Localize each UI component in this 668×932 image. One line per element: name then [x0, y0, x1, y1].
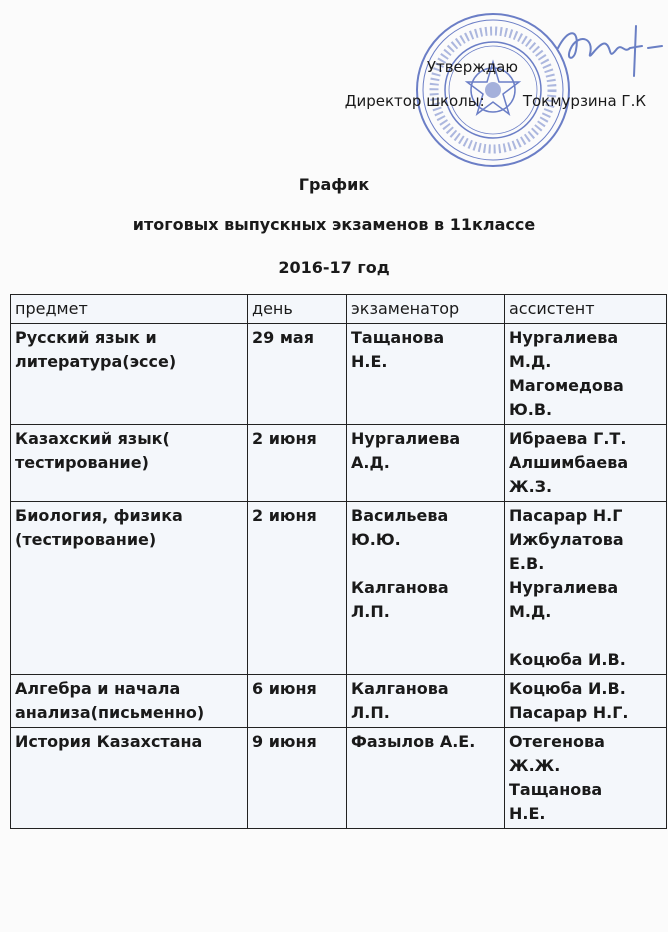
cell-text: Л.П. [351, 602, 390, 621]
cell-text: (тестирование) [15, 530, 157, 549]
cell-text: Ю.Ю. [351, 530, 401, 549]
cell-text: 9 июня [252, 732, 317, 751]
table-row [11, 728, 667, 829]
examiner-cell [347, 675, 505, 728]
cell-text: Пасарар Н.Г [509, 506, 623, 525]
cell-text: Алгебра и начала [15, 679, 181, 698]
cell-text: Коцюба И.В. [509, 650, 626, 669]
header-subject: предмет [11, 295, 248, 324]
day-cell [248, 324, 347, 425]
assistant-cell [505, 728, 667, 829]
cell-text: Магомедова [509, 376, 624, 395]
cell-text: анализа(письменно) [15, 703, 205, 722]
cell-text: Н.Е. [351, 352, 388, 371]
document-subtitle: итоговых выпускных экзаменов в 11классе [132, 215, 536, 234]
cell-text: Н.Е. [509, 804, 546, 823]
cell-text: Алшимбаева [509, 453, 629, 472]
subject-cell [11, 728, 248, 829]
director-name: Токмурзина Г.К [522, 92, 646, 110]
cell-text: Отегенова [509, 732, 605, 751]
examiner-cell [347, 324, 505, 425]
examiner-cell [347, 502, 505, 675]
cell-text: Ибраева Г.Т. [509, 429, 627, 448]
cell-text: 2 июня [252, 429, 317, 448]
assistant-cell [505, 425, 667, 502]
cell-spacer [509, 624, 662, 648]
assistant-cell [505, 502, 667, 675]
approval-block [345, 50, 646, 118]
assistant-cell [505, 675, 667, 728]
subject-cell [11, 502, 248, 675]
table-row [11, 675, 667, 728]
exam-schedule-table [10, 294, 667, 829]
cell-text: 2 июня [252, 506, 317, 525]
subject-cell [11, 324, 248, 425]
cell-text: Нургалиева [509, 578, 619, 597]
header-examiner: экзаменатор [347, 295, 505, 324]
header-day: день [248, 295, 347, 324]
header-assistant: ассистент [505, 295, 667, 324]
cell-text: А.Д. [351, 453, 390, 472]
table-row [11, 502, 667, 675]
cell-text: 6 июня [252, 679, 317, 698]
cell-text: Калганова [351, 679, 449, 698]
examiner-cell [347, 728, 505, 829]
cell-text: Коцюба И.В. [509, 679, 626, 698]
cell-text: История Казахстана [15, 732, 203, 751]
subject-cell [11, 675, 248, 728]
cell-text: тестирование) [15, 453, 149, 472]
cell-text: Васильева [351, 506, 449, 525]
cell-text: Нургалиева [351, 429, 461, 448]
document-title: График [298, 175, 370, 194]
cell-text: Биология, физика [15, 506, 183, 525]
cell-text: Калганова [351, 578, 449, 597]
director-label: Директор школы: [344, 92, 485, 110]
day-cell [248, 675, 347, 728]
cell-text: Нургалиева [509, 328, 619, 347]
cell-text: 29 мая [252, 328, 314, 347]
table-row [11, 324, 667, 425]
cell-text: Тащанова [509, 780, 603, 799]
cell-text: Тащанова [351, 328, 445, 347]
cell-spacer [351, 552, 500, 576]
examiner-cell [347, 425, 505, 502]
cell-text: М.Д. [509, 602, 552, 621]
cell-text: Фазылов А.Е. [351, 732, 476, 751]
cell-text: Русский язык и [15, 328, 157, 347]
cell-text: Ж.З. [509, 477, 553, 496]
assistant-cell [505, 324, 667, 425]
cell-text: Е.В. [509, 554, 545, 573]
director-line [345, 84, 646, 118]
cell-text: Ж.Ж. [509, 756, 561, 775]
day-cell [248, 425, 347, 502]
cell-text: Ижбулатова [509, 530, 624, 549]
table-row [11, 425, 667, 502]
cell-text: М.Д. [509, 352, 552, 371]
subject-cell [11, 425, 248, 502]
document-year: 2016-17 год [278, 258, 390, 277]
approval-label: Утверждаю [426, 58, 518, 76]
cell-text: Л.П. [351, 703, 390, 722]
cell-text: Пасарар Н.Г. [509, 703, 629, 722]
day-cell [248, 728, 347, 829]
cell-text: Казахский язык( [15, 429, 170, 448]
day-cell [248, 502, 347, 675]
table-header-row [11, 295, 667, 324]
cell-text: литература(эссе) [15, 352, 177, 371]
cell-text: Ю.В. [509, 400, 553, 419]
